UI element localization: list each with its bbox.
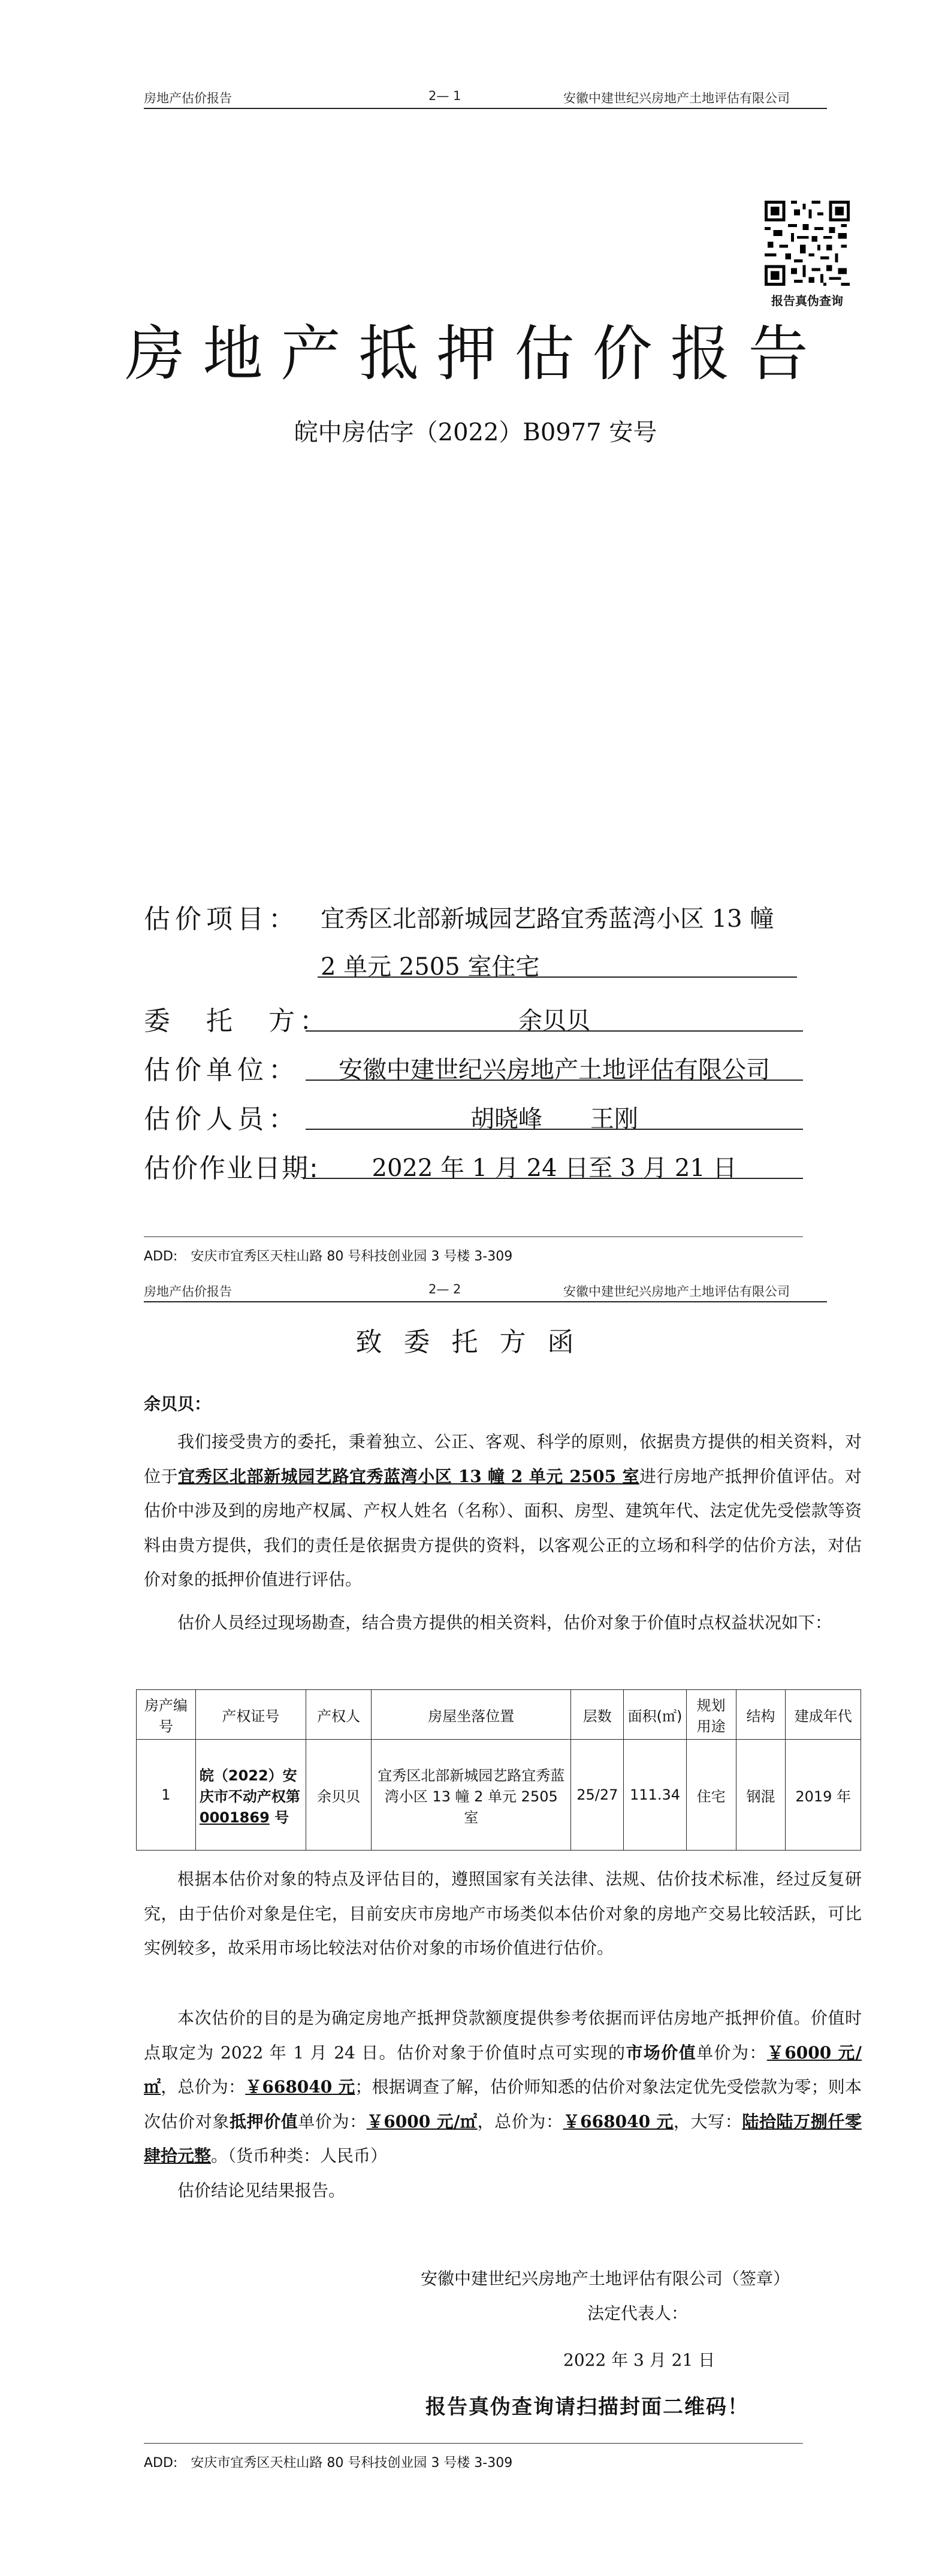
status-paragraph: 估价人员经过现场勘查，结合贵方提供的相关资料，估价对象于价值时点权益状况如下： (177, 1613, 832, 1632)
appraisers-label: 估价人员： (144, 1104, 300, 1135)
col-no: 房产编号 (137, 1690, 196, 1740)
appraisers-underline (306, 1129, 803, 1130)
client-label: 委 托 方： (144, 1006, 331, 1036)
page1-address: ADD: 安庆市宜秀区天柱山路 80 号科技创业园 3 号楼 3-309 (144, 1249, 513, 1264)
qr-code-icon[interactable] (765, 201, 850, 286)
mortgage-total-price: ￥668040 元 (563, 2111, 674, 2131)
conclusion-paragraph: 估价结论见结果报告。 (177, 2181, 346, 2200)
signature-representative: 法定代表人： (587, 2303, 689, 2323)
cell-cert: 皖（2022）安庆市不动产权第 0001869 号 (195, 1740, 306, 1851)
property-table (136, 1689, 861, 1851)
valuation-paragraph: 本次估价的目的是为确定房地产抵押贷款额度提供参考依据而评估房地产抵押价值。价值时点取定为 2022 年 1 月 24 日。估价对象于价值时点可实现的市场价值单价为：￥6000 元/㎡，总价为：￥668040 元；根据调查了解，估价师知悉的估价对象法定优先受偿款为零；则本次估价对象抵押价值单价为：￥6000 元/㎡，总价为：￥668040 元，大写：陆拾陆万捌仟零肆拾元整。（货币种类：人民币） (144, 2008, 862, 2166)
col-location: 房屋坐落位置 (372, 1690, 571, 1740)
col-owner: 产权人 (306, 1690, 372, 1740)
date-value: 2022 年 1 月 24 日至 3 月 21 日 (372, 1154, 737, 1182)
unit-value: 安徽中建世纪兴房地产土地评估有限公司 (339, 1056, 770, 1084)
market-total-price: ￥668040 元 (245, 2077, 355, 2097)
intro-paragraph: 我们接受贵方的委托，秉着独立、公正、客观、科学的原则，依据贵方提供的相关资料，对位于宜秀区北部新城园艺路宜秀蓝湾小区 13 幢 2 单元 2505 室进行房地产抵押价值评估。对估价中涉及到的房地产权属、产权人姓名（名称）、面积、房型、建筑年代、法定优先受偿款等资料由贵方提供，我们的责任是依据贵方提供的资料，以客观公正的立场和科学的估价方法，对估价对象的抵押价值进行评估。 (144, 1432, 862, 1589)
client-value: 余贝贝 (518, 1007, 590, 1035)
footer-rule (144, 1236, 803, 1237)
qr-caption: 报告真伪查询 (771, 294, 843, 308)
method-paragraph: 根据本估价对象的特点及评估目的，遵照国家有关法律、法规、估价技术标准，经过反复研究，由于估价对象是住宅，目前安庆市房地产市场类似本估价对象的房地产交易比较活跃，可比实例较多，故采用市场比较法对估价对象的市场价值进行估价。 (144, 1869, 862, 1958)
cell-owner: 余贝贝 (306, 1740, 372, 1851)
property-address: 宜秀区北部新城园艺路宜秀蓝湾小区 13 幢 2 单元 2505 室 (178, 1466, 640, 1486)
signature-company: 安徽中建世纪兴房地产土地评估有限公司（签章） (420, 2269, 790, 2288)
project-underline (318, 976, 797, 978)
date-underline (306, 1178, 803, 1179)
date-label: 估价作业日期: (144, 1153, 319, 1184)
col-cert: 产权证号 (195, 1690, 306, 1740)
col-area: 面积(㎡) (624, 1690, 686, 1740)
page2-footer-rule (144, 2443, 803, 2444)
page2-header-left: 房地产估价报告 (144, 1284, 232, 1299)
cell-location: 宜秀区北部新城园艺路宜秀蓝湾小区 13 幢 2 单元 2505 室 (372, 1740, 571, 1851)
page2-header-right: 安徽中建世纪兴房地产土地评估有限公司 (563, 1284, 790, 1299)
page2-header-page: 2— 2 (428, 1282, 461, 1296)
appraisers-value: 胡晓峰 王刚 (470, 1105, 638, 1133)
market-unit-price: ￥6000 元/㎡ (144, 2042, 862, 2097)
project-value-line2: 2 单元 2505 室住宅 (321, 953, 540, 981)
col-year: 建成年代 (786, 1690, 861, 1740)
verify-note: 报告真伪查询请扫描封面二维码！ (425, 2395, 749, 2419)
cell-year: 2019 年 (786, 1740, 861, 1851)
page1-header-page: 2— 1 (428, 89, 461, 103)
report-title: 房地产抵押估价报告 (125, 319, 826, 389)
report-number: 皖中房估字（2022）B0977 安号 (294, 419, 657, 446)
page1-header-right: 安徽中建世纪兴房地产土地评估有限公司 (563, 91, 790, 105)
page1-header-left: 房地产估价报告 (144, 91, 232, 105)
total-in-words: 陆拾陆万捌仟零肆拾元整 (144, 2111, 862, 2166)
page2-header-rule (144, 1301, 827, 1302)
cell-use: 住宅 (686, 1740, 736, 1851)
cell-structure: 钢混 (736, 1740, 786, 1851)
cell-area: 111.34 (624, 1740, 686, 1851)
project-label: 估价项目： (144, 904, 300, 935)
letter-title: 致委托方函 (355, 1327, 596, 1357)
col-floors: 层数 (571, 1690, 624, 1740)
cell-no: 1 (137, 1740, 196, 1851)
salutation: 余贝贝： (144, 1394, 212, 1414)
col-structure: 结构 (736, 1690, 786, 1740)
project-value-line1: 宜秀区北部新城园艺路宜秀蓝湾小区 13 幢 (321, 905, 774, 933)
mortgage-unit-price: ￥6000 元/㎡ (366, 2111, 478, 2131)
col-use: 规划用途 (686, 1690, 736, 1740)
table-row (137, 1740, 861, 1851)
signature-date: 2022 年 3 月 21 日 (563, 2350, 715, 2370)
unit-underline (306, 1080, 803, 1081)
cell-floors: 25/27 (571, 1740, 624, 1851)
page2-address: ADD: 安庆市宜秀区天柱山路 80 号科技创业园 3 号楼 3-309 (144, 2456, 513, 2471)
client-underline (306, 1030, 803, 1032)
unit-label: 估价单位： (144, 1055, 300, 1086)
header-rule (144, 108, 827, 109)
